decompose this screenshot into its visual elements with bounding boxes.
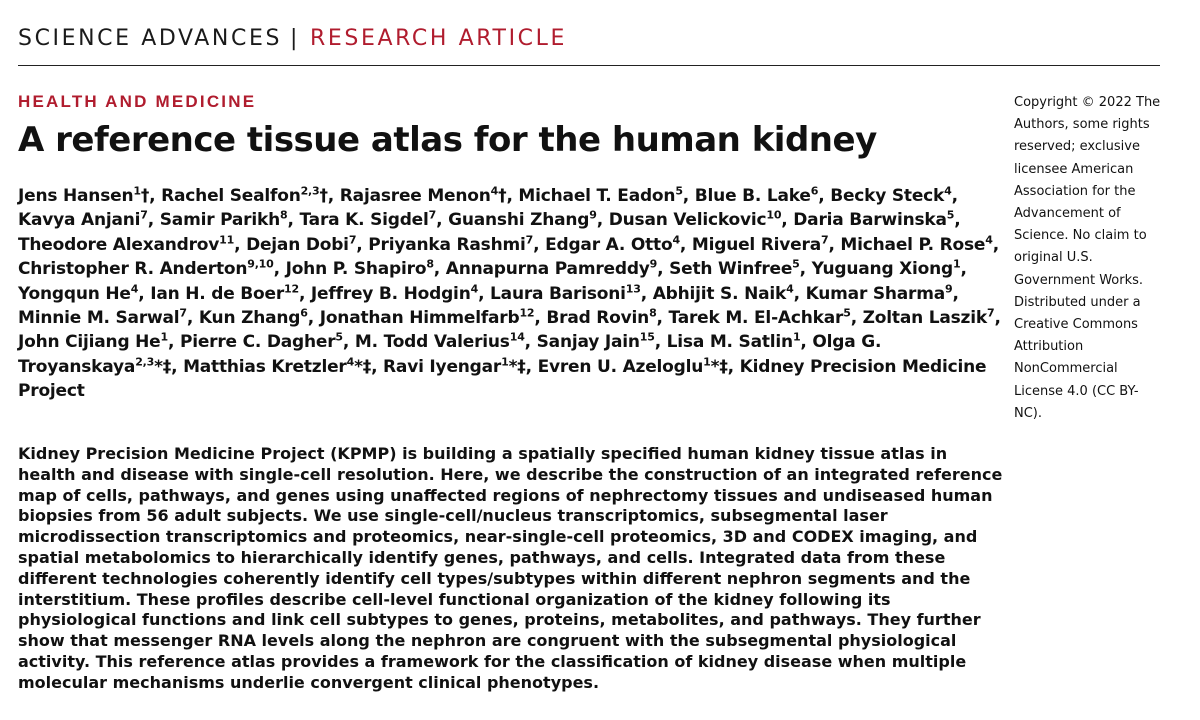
author [340,186,507,206]
author-affiliation: 4 [470,281,479,295]
author-affiliation: 8 [426,257,434,271]
author-marks: *‡ [154,356,172,377]
author-affiliation: 5 [843,306,851,320]
author [320,308,535,328]
author [490,281,641,304]
author-marks: † [140,186,150,206]
author [355,332,525,352]
author-marks: † [319,186,328,206]
author [286,259,434,279]
author-name: Brad Rovin [546,308,650,329]
author-affiliation: 4 [985,233,993,247]
author-affiliation: 7 [525,233,534,247]
author-marks: † [498,186,507,206]
author [518,186,682,206]
author [812,259,961,279]
author-affiliation: 4 [944,184,952,198]
author-name: Jeffrey B. Hodgin [310,283,471,304]
author-name: Jonathan Himmelfarb [319,308,520,329]
author [18,332,168,352]
author-marks: *‡ [508,356,526,377]
author-affiliation: 7 [140,208,148,222]
author-name: Laura Barisoni [490,283,626,304]
author-name: Daria Barwinska [793,210,947,231]
author-affiliation: 5 [946,208,955,222]
author-affiliation: 15 [639,330,655,344]
author-name: Michael P. Rose [840,234,986,255]
author-affiliation: 5 [335,330,343,344]
author-name: Samir Parikh [159,210,281,231]
author-affiliation: 7 [986,306,995,320]
author-affiliation: 1 [160,330,168,344]
author-affiliation: 7 [428,208,437,222]
author-name: Edgar A. Otto [545,234,673,255]
author-affiliation: 7 [179,306,187,320]
author-affiliation: 9 [589,208,597,222]
author-name: Kun Zhang [198,308,301,329]
author-affiliation: 5 [792,257,800,271]
author-affiliation: 12 [519,306,535,320]
author-name: Kidney Precision Medicine Project [18,356,987,402]
author-name: Kavya Anjani [18,210,141,231]
author-name: Rachel Sealfon [161,186,301,206]
author-name: Ian H. de Boer [150,283,285,304]
author [537,332,655,352]
author-affiliation: 13 [625,281,641,295]
author-affiliation: 4 [346,355,355,369]
author [830,186,951,206]
author-name: Seth Winfree [669,259,793,280]
author [199,308,308,328]
author-name: Tara K. Sigdel [299,210,429,231]
author [448,210,597,230]
author-affiliation: 1 [953,257,961,271]
author-affiliation: 1 [133,184,141,198]
author [18,235,234,255]
author-name: Becky Steck [830,186,945,206]
author [160,210,288,230]
author-affiliation: 8 [649,306,657,320]
author [669,259,800,279]
author [18,259,274,279]
author-name: John Cijiang He [18,332,161,353]
author-name: Jens Hansen [18,186,134,206]
author [246,235,356,255]
author-affiliation: 2,3 [300,184,320,198]
author-name: Ravi Iyengar [383,356,502,377]
author [863,308,995,328]
author [840,235,992,255]
author-name: Lisa M. Satlin [666,332,793,353]
author-marks: *‡ [710,356,728,377]
author [692,235,829,255]
abstract: Kidney Precision Medicine Project (KPMP) is building a spatially specified human kidney tissue atlas in health and disease with single-cell resolution. Here, we describe the construction of an integrated reference map of cells, pathways, and genes using unaffected regions of nephrectomy tissues and undiseased human biopsies from 56 adult subjects. We use single-cell/nucleus transcriptomics, subsegmental laser microdissection transcriptomics and proteomics, near-single-cell proteomics, 3D and CODEX imaging, and spatial metabolomics to hierarchically identify genes, pathways, and cells. Integrated data from these different technologies coherently identify cell types/subtypes within different nephron segments and the interstitium. These profiles describe cell-level functional organization of the kidney following its physiological functions and link cell subtypes to genes, proteins, metabolites, and pathways. They further show that messenger RNA levels along the nephron are congruent with the subsegmental physiological activity. This reference atlas provides a framework for the classification of kidney disease when multiple molecular mechanisms underlie convergent clinical phenotypes. [18,444,1003,692]
author [545,235,680,255]
author-name: Yongqun He [18,283,131,304]
author [368,235,533,255]
header-rule [18,65,1160,66]
author-affiliation: 1 [703,355,711,369]
header-separator: | [290,26,301,51]
author [805,281,953,304]
author-name: John P. Shapiro [285,259,427,280]
author-affiliation: 6 [810,184,819,198]
author-name: Christopher R. Anderton [18,259,248,280]
author-affiliation: 9 [945,281,953,295]
author-name: Priyanka Rashmi [368,234,526,255]
author-affiliation: 7 [348,233,357,247]
author-affiliation: 1 [792,330,801,344]
author-name: Miguel Rivera [691,234,821,255]
author-affiliation: 12 [284,281,299,295]
author [667,332,801,352]
author [18,308,187,328]
author [609,210,782,230]
author-name: Yuguang Xiong [811,259,954,280]
author-name: M. Todd Valerius [354,332,510,353]
author-name: Tarek M. El-Achkar [668,308,844,329]
author [180,332,343,352]
author-name: Theodore Alexandrov [18,234,220,255]
journal-name: SCIENCE ADVANCES [18,26,283,51]
author-affiliation: 9,10 [247,257,274,271]
section-label: HEALTH AND MEDICINE [18,92,257,111]
author-name: Sanjay Jain [536,332,640,353]
author-name: Zoltan Laszik [862,308,987,329]
author-name: Annapurna Pamreddy [445,259,650,280]
article-type: RESEARCH ARTICLE [310,26,568,51]
author-affiliation: 6 [300,306,308,320]
author-affiliation: 10 [766,208,782,222]
author-name: Matthias Kretzler [183,356,347,377]
author-name: Evren U. Azeloglu [537,356,704,377]
author [546,308,656,328]
author-affiliation: 11 [219,233,235,247]
article-title: A reference tissue atlas for the human kidney [18,120,877,160]
author-name: Dejan Dobi [246,234,349,255]
author-name: Abhijit S. Naik [652,283,787,304]
author-name: Minnie M. Sarwal [18,308,180,329]
author-affiliation: 9 [649,257,658,271]
author-name: Pierre C. Dagher [179,332,336,353]
author [695,186,818,206]
author [538,357,728,377]
author-affiliation: 2,3 [135,355,155,369]
author-affiliation: 14 [509,330,525,344]
author-affiliation: 8 [280,208,288,222]
author-affiliation: 4 [672,233,680,247]
author-marks: *‡ [354,356,372,377]
author-name: Rajasree Menon [339,186,491,206]
author [793,210,954,230]
author [669,308,851,328]
author [150,281,299,304]
author [183,357,371,377]
author-name: Blue B. Lake [694,186,811,206]
copyright-notice: Copyright © 2022 The Authors, some rights reserved; exclusive licensee American Association for the Advancement of Science. No claim to original U.S. Government Works. Distributed under a Creative Commons Attribution NonCommercial License 4.0 (CC BY-NC). [1014,95,1161,421]
author-affiliation: 4 [786,281,794,295]
author [18,281,139,304]
author [299,210,436,230]
author [18,210,148,230]
author [383,357,526,377]
author-affiliation: 4 [490,184,499,198]
journal-header [18,26,567,51]
author-affiliation: 1 [501,355,509,369]
author-name: Olga G. Troyanskaya [18,332,882,377]
author-name: Michael T. Eadon [518,186,676,206]
author-name: Guanshi Zhang [448,210,590,231]
author-name: Kumar Sharma [805,283,946,304]
author-affiliation: 5 [675,184,683,198]
author-affiliation: 4 [130,281,139,295]
author-name: Dusan Velickovic [608,210,767,231]
author [652,281,794,304]
author-affiliation: 7 [820,233,829,247]
author [161,186,328,206]
author [310,281,479,304]
author [18,186,149,206]
author [446,259,657,279]
author-list: Jens Hansen$^1$†, Rachel Sealfon$^{2,3}$†, Rajasree Menon$^4$†, Michael T. Eadon$^5$, Blue B. Lake$^6$, Becky Steck$^4$, Kavya Anjani$^7$, Samir Parikh$^8$, Tara K. Sigdel$^7$, Guanshi Zhang$^9$, Dusan Velickovic$^{10}$, Daria Barwinska$^5$, Theodore Alexandrov$^{11}$, Dejan Dobi$^7$, Priyanka Rashmi$^7$, Edgar A. Otto$^4$, Miguel Rivera$^7$, Michael P. Rose$^4$, Christopher R. Anderton$^{9,10}$, John P. Shapiro$^8$, Annapurna Pamreddy$^9$, Seth Winfree$^5$, Yuguang Xiong$^1$, Yongqun He$^4$, Ian H. de Boer$^{12}$, Jeffrey B. Hodgin$^4$, Laura Barisoni$^{13}$, Abhijit S. Naik$^4$, Kumar Sharma$^9$, Minnie M. Sarwal$^7$, Kun Zhang$^6$, Jonathan Himmelfarb$^{12}$, Brad Rovin$^8$, Tarek M. El-Achkar$^5$, Zoltan Laszik$^7$, John Cijiang He$^1$, Pierre C. Dagher$^5$, M. Todd Valerius$^{14}$, Sanjay Jain$^{15}$, Lisa M. Satlin$^1$, Olga G. Troyanskaya$^{2,3}$*‡, Matthias Kretzler$^4$*‡, Ravi Iyengar$^1$*‡, Evren U. Azeloglu$^1$*‡, Kidney Precision Medicine Project [18,184,1001,402]
